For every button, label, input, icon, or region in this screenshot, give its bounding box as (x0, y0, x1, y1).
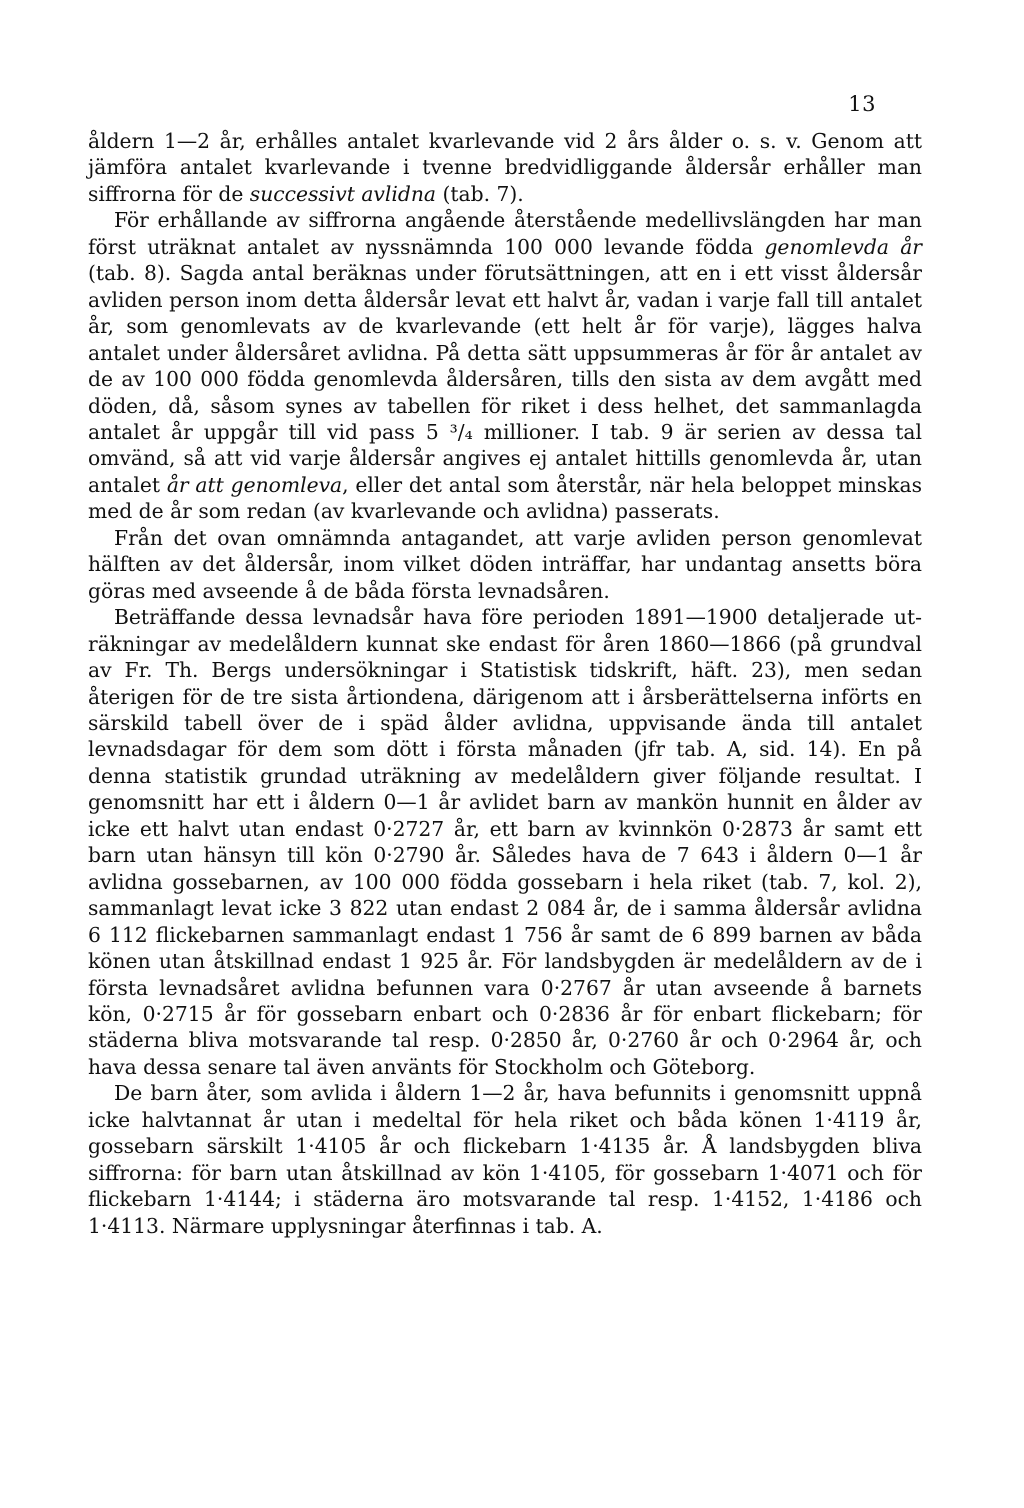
paragraph (88, 1080, 922, 1239)
paragraph (88, 604, 922, 1080)
text-run: (tab. 7). (436, 181, 524, 206)
italic-text: genomlevda år (764, 234, 922, 259)
italic-text: år att genomleva (166, 472, 343, 497)
paragraph (88, 128, 922, 207)
italic-text: successivt avlidna (249, 181, 437, 206)
text-run: För erhållande av siffrorna angående återstående medellivslängden har man först uträknat antalet av nyssnämnda 100 000 levande födda (88, 208, 922, 259)
text-run: , eller det antal som återstår, när hela beloppet minskas med de år som redan (av kvarlevande och avlidna) passerats. (88, 472, 922, 524)
text-run: åldern 1—2 år, erhålles antalet kvarlevande vid 2 års ålder o. s. v. Genom att jämföra antalet kvarlevande i tvenne bredvidliggande åldersår erhåller man siffrorna för de (88, 129, 922, 206)
text-run: (tab. 8). Sagda antal beräknas under förutsättningen, att en i ett visst åldersår avliden person inom detta åldersår levat ett halvt år, vadan i varje fall till antalet år, som genomlevats av de kvarlevande (ett helt år för varje), lägges halva antalet under åldersåret avlidna. På detta sätt uppsummeras år för år antalet av de av 100 000 födda genomlevda åldersåren, tills den sista av dem avgått med döden, då, såsom synes av tabellen för riket i dess helhet, det sammanlagda antalet år uppgår till vid pass 5 ³/₄ millioner. I tab. 9 är serien av dessa tal omvänd, så att vid varje åldersår angives ej antalet hittills genomlevda år, utan antalet (88, 261, 922, 497)
text-run: Beträffande dessa levnadsår hava före perioden 1891—1900 detaljerade uträkningar av medelåldern kunnat ske endast för åren 1860—1866 (på grundval av Fr. Th. Bergs undersökningar i Statistisk tidskrift, häft. 23), men sedan återigen för de tre sista årtiondena, därigenom att i årsberättelserna införts en särskild tabell över de i späd ålder avlidna, uppvisande ända till antalet levnadsdagar för dem som dött i första månaden (jfr tab. A, sid. 14). En på denna statistik grundad uträkning av medelåldern giver följande resultat. I genomsnitt har ett i åldern 0—1 år avlidet barn av mankön hunnit en ålder av icke ett halvt utan endast 0·2727 år, ett barn av kvinnkön 0·2873 år samt ett barn utan hänsyn till kön 0·2790 år. Således hava de 7 643 i åldern 0—1 år avlidna gossebarnen, av 100 000 födda gossebarn i hela riket (tab. 7, kol. 2), sammanlagt levat icke 3 822 utan endast 2 084 år, de i samma åldersår avlidna 6 112 flickebarnen sammanlagt endast 1 756 år samt de 6 899 barnen av båda könen utan åtskillnad endast 1 925 år. För landsbygden är medelåldern av de i första levnadsåret avlidna befunnen vara 0·2767 år utan avseende å barnets kön, 0·2715 år för gossebarn enbart och 0·2836 år för enbart flickebarn; för städerna bliva motsvarande tal resp. 0·2850 år, 0·2760 år och 0·2964 år, och hava dessa senare tal även använts för Stockholm och Göteborg. (88, 605, 922, 1079)
paragraph (88, 207, 922, 524)
body-text (88, 128, 922, 1239)
text-run: De barn åter, som avlida i åldern 1—2 år, hava befunnits i genomsnitt uppnå icke halvtannat år utan i medeltal för hela riket och båda könen 1·4119 år, gossebarn särskilt 1·4105 år och flickebarn 1·4135 år. Å landsbygden bliva siffrorna: för barn utan åtskillnad av kön 1·4105, för gossebarn 1·4071 och för flickebarn 1·4144; i städerna äro motsvarande tal resp. 1·4152, 1·4186 och 1·4113. Närmare upplysningar återfinnas i tab. A. (88, 1081, 922, 1238)
paragraph (88, 525, 922, 604)
text-run: Från det ovan omnämnda antagandet, att varje avliden person genomlevat hälften av det åldersår, inom vilket döden inträffar, har undantag ansetts böra göras med avseende å de båda första levnadsåren. (88, 525, 922, 603)
page-number: 13 (848, 92, 876, 116)
